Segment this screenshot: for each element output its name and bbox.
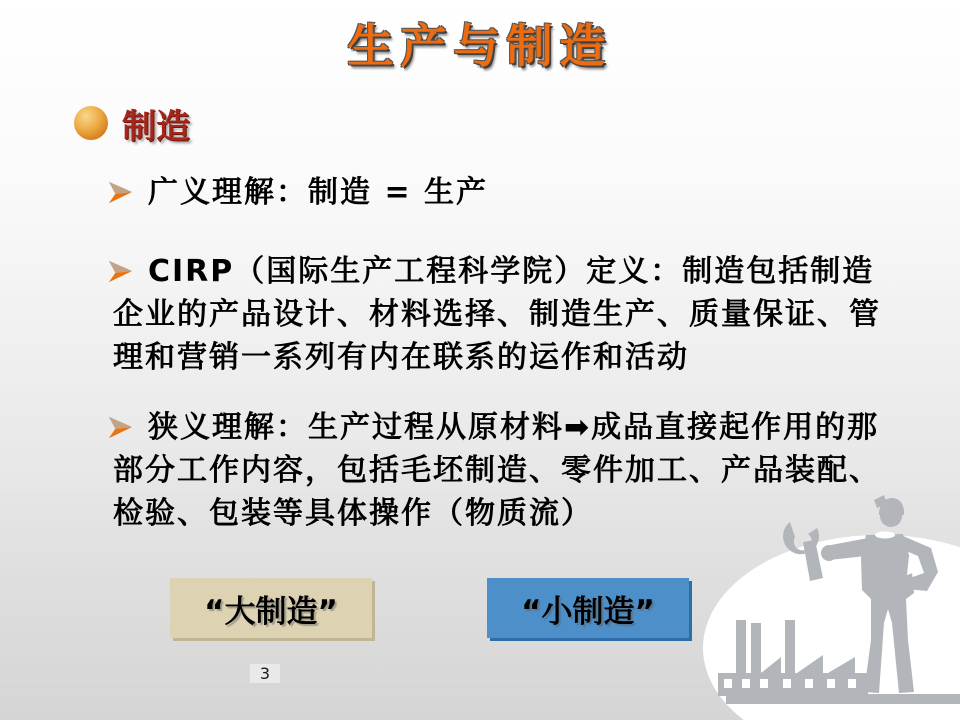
bullet-paragraph-2 — [104, 250, 936, 379]
bullet-line — [104, 171, 936, 214]
arrow-bullet-icon — [104, 254, 136, 282]
bullet-text: CIRP（国际生产工程科学院）定义：制造包括制造 — [148, 254, 875, 289]
shirt-collar — [875, 532, 895, 539]
bullet-line — [104, 406, 936, 449]
arrow-bullet-icon — [104, 410, 136, 438]
bullet-text: 检验、包装等具体操作（物质流） — [113, 496, 593, 531]
bullet-text: 企业的产品设计、材料选择、制造生产、质量保证、管 — [113, 297, 881, 332]
slide-title: 生产与制造 — [347, 19, 613, 73]
arrow-bullet-icon — [104, 175, 136, 203]
section-heading: 制造 — [122, 106, 190, 147]
sphere-bullet-icon — [74, 106, 108, 140]
bullet-text: 狭义理解：生产过程从原材料➡成品直接起作用的那 — [148, 410, 880, 445]
callout-small-manufacturing: “小制造” — [487, 578, 689, 638]
bullet-line — [104, 250, 936, 293]
hand — [821, 545, 837, 561]
callout-big-manufacturing: “大制造” — [170, 578, 372, 638]
worker-factory-illustration — [693, 490, 960, 720]
bullet-text: 广义理解：制造 = 生产 — [148, 175, 489, 210]
page-number: 3 — [250, 664, 280, 683]
section-heading-row — [74, 103, 190, 147]
bullet-paragraph-1 — [104, 171, 936, 214]
bullet-text: 理和营销一系列有内在联系的运作和活动 — [113, 340, 689, 375]
bullet-text: 部分工作内容，包括毛坯制造、零件加工、产品装配、 — [113, 453, 881, 488]
